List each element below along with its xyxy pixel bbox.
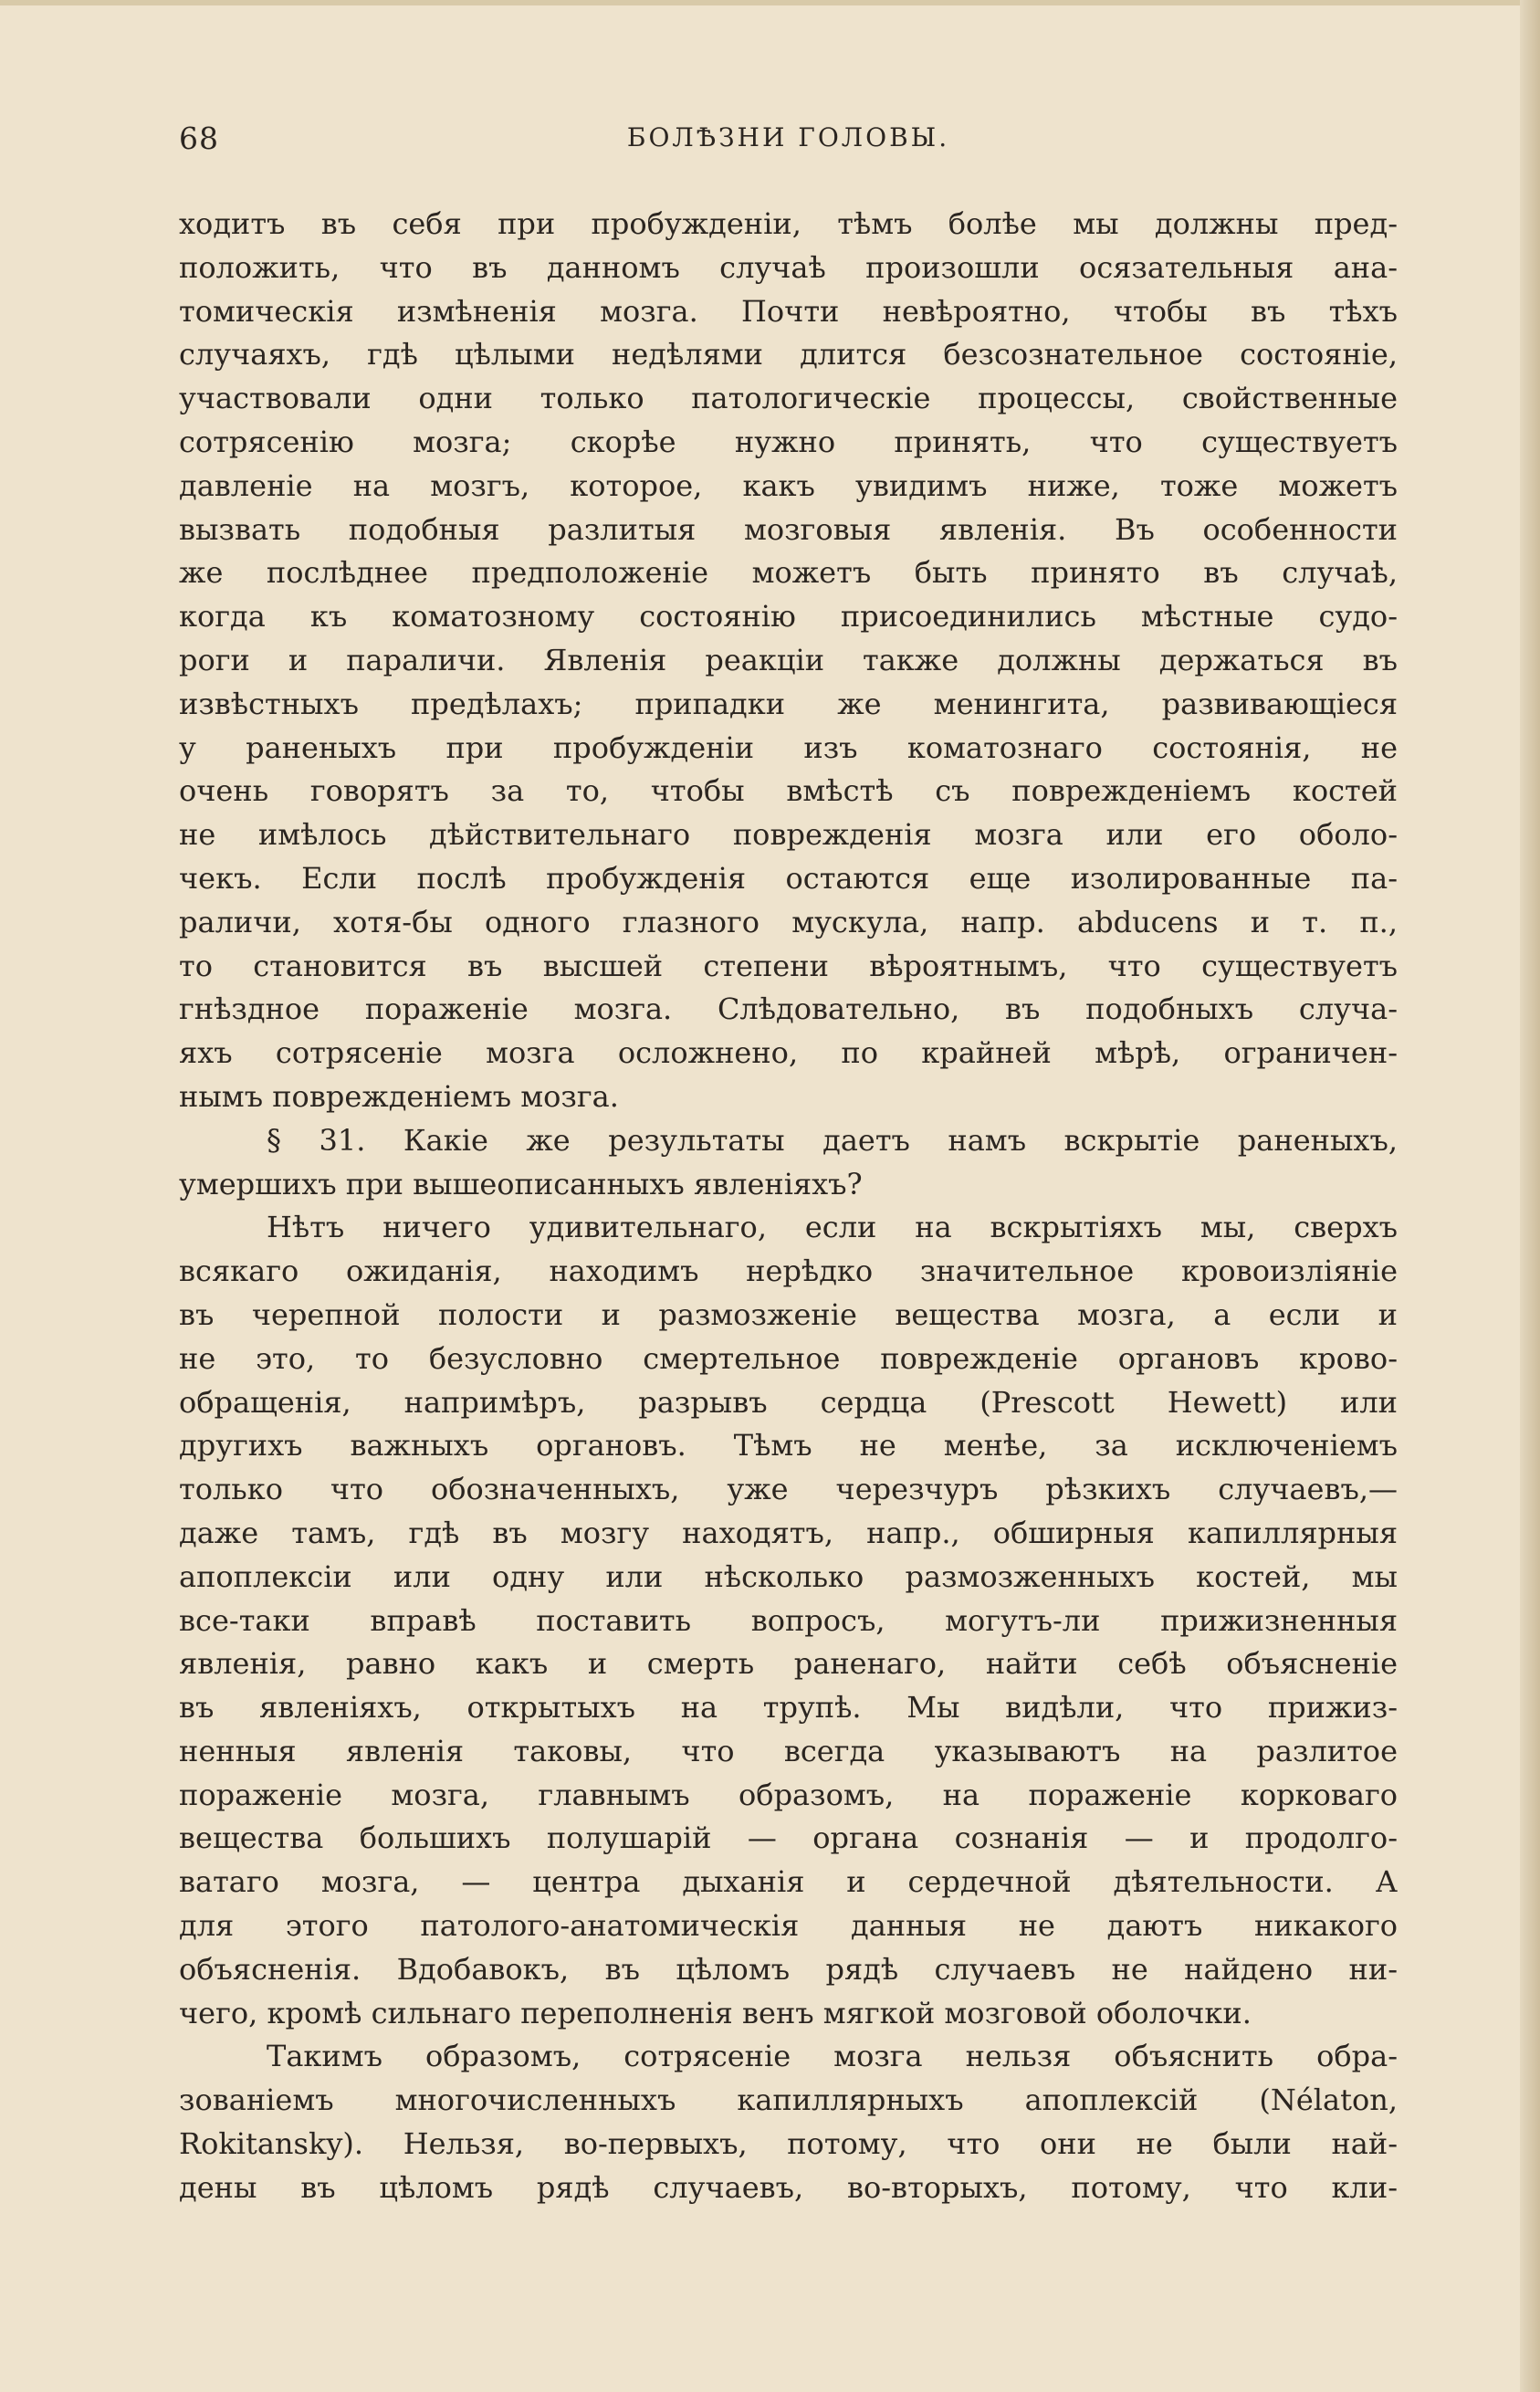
text-line: другихъ важныхъ органовъ. Тѣмъ не менѣе, за исключеніемъ xyxy=(179,1428,1398,1464)
text-line: даже тамъ, гдѣ въ мозгу находятъ, напр., обширныя капиллярныя xyxy=(179,1515,1398,1550)
text-line: давленіе на мозгъ, которое, какъ увидимъ ниже, тоже можетъ xyxy=(179,467,1398,503)
text-line: не имѣлось дѣйствительнаго поврежденія мозга или его оболо- xyxy=(179,817,1398,853)
text-line: положить, что въ данномъ случаѣ произошли осязательныя ана- xyxy=(179,249,1398,285)
text-line: вещества большихъ полушарій — органа сознанія — и продолго- xyxy=(179,1820,1398,1856)
page-right-edge xyxy=(1520,0,1540,2392)
text-line: раличи, хотя-бы одного глазного мускула, напр. abducens и т. п., xyxy=(179,904,1398,939)
text-line: апоплексіи или одну или нѣсколько размозженныхъ костей, мы xyxy=(179,1558,1398,1594)
text-line: въ явленіяхъ, открытыхъ на трупѣ. Мы видѣли, что прижиз- xyxy=(179,1690,1398,1726)
text-line: случаяхъ, гдѣ цѣлыми недѣлями длится безсознательное состояніе, xyxy=(179,337,1398,372)
text-line: ходитъ въ себя при пробужденіи, тѣмъ болѣе мы должны пред- xyxy=(179,206,1398,241)
text-line: ненныя явленія таковы, что всегда указываютъ на разлитое xyxy=(179,1733,1398,1768)
text-line: роги и параличи. Явленія реакціи также должны держаться въ xyxy=(179,642,1398,677)
text-line: яхъ сотрясеніе мозга осложнено, по крайней мѣрѣ, ограничен- xyxy=(179,1035,1398,1071)
page-number: 68 xyxy=(179,121,219,156)
text-line: же послѣднее предположеніе можетъ быть принято въ случаѣ, xyxy=(179,555,1398,591)
body-text xyxy=(179,203,1398,2210)
section-heading-line: § 31. Какіе же результаты даетъ намъ вскрытіе раненыхъ, xyxy=(267,1122,1398,1158)
text-line: извѣстныхъ предѣлахъ; припадки же менингита, развивающіеся xyxy=(179,686,1398,721)
text-line: когда къ коматозному состоянію присоединились мѣстные судо- xyxy=(179,599,1398,635)
text-line: участвовали одни только патологическіе процессы, свойственные xyxy=(179,381,1398,416)
text-line: гнѣздное пораженіе мозга. Слѣдовательно, въ подобныхъ случа- xyxy=(179,991,1398,1027)
text-line: у раненыхъ при пробужденіи изъ коматознаго состоянія, не xyxy=(179,729,1398,765)
text-line: зованіемъ многочисленныхъ капиллярныхъ апоплексій (Nélaton, xyxy=(179,2083,1398,2118)
paragraph-start-line: Нѣтъ ничего удивительнаго, если на вскрытіяхъ мы, сверхъ xyxy=(267,1210,1398,1245)
text-line: чего, кромѣ сильнаго переполненія венъ мягкой мозговой оболочки. xyxy=(179,1995,1252,2030)
text-line: дены въ цѣломъ рядѣ случаевъ, во-вторыхъ, потому, что кли- xyxy=(179,2169,1398,2205)
page-top-edge xyxy=(0,0,1540,5)
text-line: обращенія, напримѣръ, разрывъ сердца (Prescott Hewett) или xyxy=(179,1384,1398,1420)
text-line: нымъ поврежденіемъ мозга. xyxy=(179,1078,619,1114)
text-line: объясненія. Вдобавокъ, въ цѣломъ рядѣ случаевъ не найдено ни- xyxy=(179,1951,1398,1987)
text-line: для этого патолого-анатомическія данныя не даютъ никакого xyxy=(179,1908,1398,1944)
text-line: не это, то безусловно смертельное поврежденіе органовъ крово- xyxy=(179,1340,1398,1376)
text-line: чекъ. Если послѣ пробужденія остаются еще изолированные па- xyxy=(179,860,1398,896)
text-line: очень говорятъ за то, чтобы вмѣстѣ съ поврежденіемъ костей xyxy=(179,773,1398,809)
text-line: явленія, равно какъ и смерть раненаго, найти себѣ объясненіе xyxy=(179,1646,1398,1682)
text-line: только что обозначенныхъ, уже черезчуръ рѣзкихъ случаевъ,— xyxy=(179,1472,1398,1507)
text-line: ватаго мозга, — центра дыханія и сердечной дѣятельности. А xyxy=(179,1864,1398,1900)
paragraph-start-line: Такимъ образомъ, сотрясеніе мозга нельзя объяснить обра- xyxy=(267,2039,1398,2074)
text-line: все-таки вправѣ поставить вопросъ, могутъ-ли прижизненныя xyxy=(179,1602,1398,1638)
text-line: Rokitansky). Нельзя, во-первыхъ, потому, что они не были най- xyxy=(179,2126,1398,2162)
text-line: вызвать подобныя разлитыя мозговыя явленія. Въ особенности xyxy=(179,511,1398,547)
text-line: умершихъ при вышеописанныхъ явленіяхъ? xyxy=(179,1166,863,1201)
text-line: томическія измѣненія мозга. Почти невѣроятно, чтобы въ тѣхъ xyxy=(179,293,1398,329)
text-line: всякаго ожиданія, находимъ нерѣдко значительное кровоизліяніе xyxy=(179,1254,1398,1289)
text-line: въ черепной полости и размозженіе вещества мозга, а если и xyxy=(179,1296,1398,1332)
text-line: пораженіе мозга, главнымъ образомъ, на пораженіе корковаго xyxy=(179,1777,1398,1812)
text-line: сотрясенію мозга; скорѣе нужно принять, что существуетъ xyxy=(179,424,1398,459)
page-header xyxy=(179,121,1398,166)
running-head: БОЛѢЗНИ ГОЛОВЫ. xyxy=(626,122,950,152)
text-line: то становится въ высшей степени вѣроятнымъ, что существуетъ xyxy=(179,948,1398,983)
